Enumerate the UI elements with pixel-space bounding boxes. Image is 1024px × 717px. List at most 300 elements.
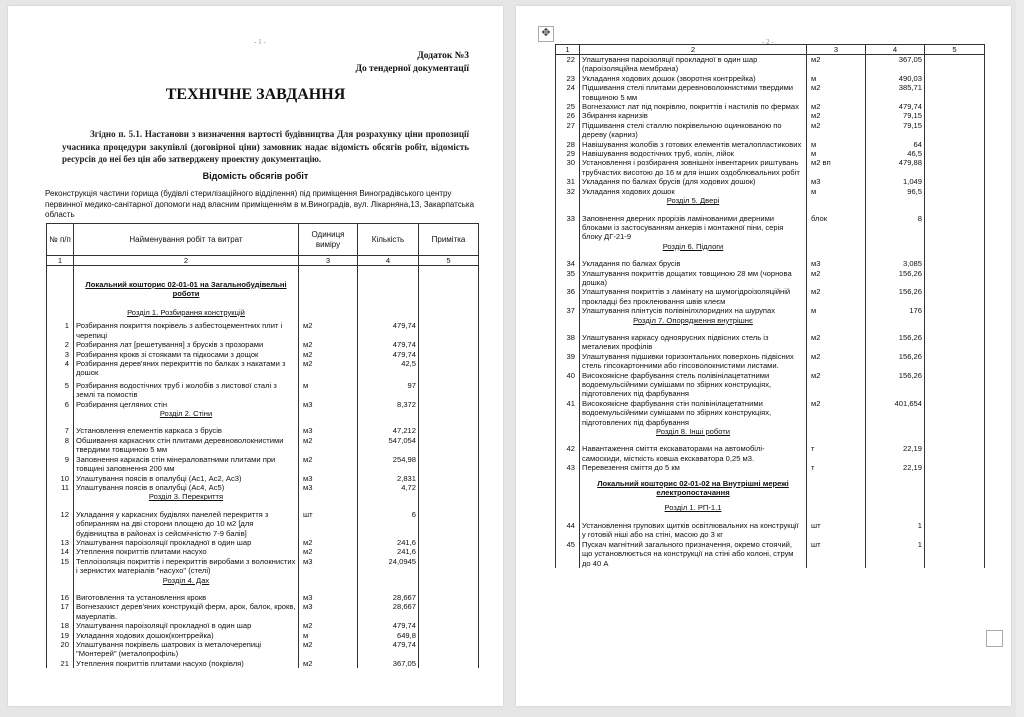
row-number: 41 — [556, 399, 580, 427]
row-unit: м2 — [299, 340, 358, 349]
row-name: Улаштування пароізоляції прокладної в один шар — [74, 538, 299, 547]
table-row — [556, 521, 985, 540]
row-number: 13 — [47, 538, 74, 547]
row-note — [925, 55, 985, 74]
table-row — [47, 640, 479, 659]
row-unit: м3 — [299, 483, 358, 492]
estimate-title: Локальний кошторис 02-01-01 на Загальнобудівельні роботи — [74, 266, 299, 305]
row-unit: м2 — [807, 333, 866, 352]
col-num-2: 2 — [580, 45, 807, 55]
col-num-5: 5 — [925, 45, 985, 55]
table-row — [47, 631, 479, 640]
row-number: 25 — [556, 102, 580, 111]
section-row — [556, 503, 985, 520]
header-name: Найменування робіт та витрат — [74, 224, 299, 256]
row-number: 37 — [556, 306, 580, 315]
row-note — [419, 640, 479, 659]
table-row — [47, 350, 479, 359]
estimate-title-row — [47, 266, 479, 305]
row-name: Розбирання дерев'яних перекриттів по балках з накатами з дошок — [74, 359, 299, 378]
row-quantity: 47,212 — [358, 426, 419, 435]
row-note — [925, 102, 985, 111]
row-number: 28 — [556, 140, 580, 149]
row-name: Навішування жолобів з готових елементів металопластикових — [580, 140, 807, 149]
table-row — [556, 121, 985, 140]
row-name: Перевезення сміття до 5 км — [580, 463, 807, 472]
row-unit: м2 — [807, 102, 866, 111]
row-quantity: 28,667 — [358, 602, 419, 621]
row-unit: м3 — [299, 474, 358, 483]
table-row — [556, 333, 985, 352]
row-number: 1 — [47, 321, 74, 340]
row-note — [925, 74, 985, 83]
table-row — [556, 306, 985, 315]
row-number: 11 — [47, 483, 74, 492]
row-number: 17 — [47, 602, 74, 621]
row-quantity: 1 — [866, 521, 925, 540]
row-note — [925, 463, 985, 472]
table-row — [556, 463, 985, 472]
row-quantity: 156,26 — [866, 333, 925, 352]
row-unit: м2 — [299, 547, 358, 556]
page-number: - 2 - — [762, 38, 774, 46]
row-quantity: 4,72 — [358, 483, 419, 492]
row-unit: м2 — [807, 399, 866, 427]
row-unit: м2 — [299, 321, 358, 340]
row-note — [925, 149, 985, 158]
row-unit: шт — [807, 540, 866, 568]
row-note — [419, 593, 479, 602]
row-name: Укладання ходових дошок (зворотня контррейка) — [580, 74, 807, 83]
row-unit: м2 — [807, 121, 866, 140]
row-number: 2 — [47, 340, 74, 349]
resize-square-icon[interactable] — [986, 630, 1003, 647]
row-quantity: 1,049 — [866, 177, 925, 186]
row-name: Розбирання цегляних стін — [74, 400, 299, 409]
row-unit: м — [807, 187, 866, 196]
row-name: Улаштування поясів в опалубці (Ас4, Ас5) — [74, 483, 299, 492]
row-note — [419, 426, 479, 435]
row-number: 29 — [556, 149, 580, 158]
table-row — [556, 140, 985, 149]
row-name: Розбирання водостічних труб і жолобів з листової сталі з землі та помостів — [74, 378, 299, 400]
row-number: 18 — [47, 621, 74, 630]
row-number: 30 — [556, 158, 580, 177]
row-name: Укладання по балках брусів (для ходових дошок) — [580, 177, 807, 186]
row-number: 24 — [556, 83, 580, 102]
row-note — [925, 214, 985, 242]
table-row — [556, 111, 985, 120]
row-note — [419, 659, 479, 668]
row-quantity: 479,74 — [358, 321, 419, 340]
row-unit: м3 — [299, 593, 358, 602]
row-quantity: 367,05 — [358, 659, 419, 668]
row-number: 36 — [556, 287, 580, 306]
row-quantity: 479,74 — [358, 350, 419, 359]
row-unit: шт — [807, 521, 866, 540]
table-row — [47, 340, 479, 349]
works-table-page-2 — [555, 44, 985, 568]
row-unit: м2 — [299, 359, 358, 378]
row-unit: м2 — [807, 111, 866, 120]
row-number: 8 — [47, 436, 74, 455]
row-name: Утеплення покриттів плитами насухо (покрівля) — [74, 659, 299, 668]
header-note: Примітка — [419, 224, 479, 256]
row-note — [419, 400, 479, 409]
row-quantity: 479,74 — [866, 102, 925, 111]
row-number: 20 — [47, 640, 74, 659]
col-num-1: 1 — [556, 45, 580, 55]
header-unit: Одиниця виміру — [299, 224, 358, 256]
row-quantity: 42,5 — [358, 359, 419, 378]
row-unit: м2 — [807, 287, 866, 306]
row-quantity: 156,26 — [866, 371, 925, 399]
row-note — [419, 474, 479, 483]
row-name: Розбирання покриття покрівель з азбестоцементних плит і черепиці — [74, 321, 299, 340]
row-number: 35 — [556, 269, 580, 288]
table-row — [47, 359, 479, 378]
header-quantity: Кількість — [358, 224, 419, 256]
row-number: 19 — [47, 631, 74, 640]
row-unit: м2 — [299, 455, 358, 474]
row-name: Вогнезахист дерев'яних конструкцій ферм, арок, балок, крокв, мауерлатів. — [74, 602, 299, 621]
table-row — [47, 455, 479, 474]
header-number: № п/п — [47, 224, 74, 256]
row-number: 45 — [556, 540, 580, 568]
row-unit: м3 — [299, 426, 358, 435]
estimate-title: Локальний кошторис 02-01-02 на Внутрішні мережі електропостачання — [580, 473, 807, 504]
row-note — [925, 158, 985, 177]
column-number-row — [556, 45, 985, 55]
section-row — [47, 492, 479, 509]
row-quantity: 254,98 — [358, 455, 419, 474]
row-unit: м3 — [299, 557, 358, 576]
table-row — [47, 378, 479, 400]
row-name: Улаштування каркасу одноярусних підвісних стель із металевих профілів — [580, 333, 807, 352]
row-note — [419, 359, 479, 378]
row-note — [419, 621, 479, 630]
section-title: Розділ 8. Інші роботи — [580, 427, 807, 444]
row-name: Улаштування покриттів дощатих товщиною 28 мм (чорнова дошка) — [580, 269, 807, 288]
row-number: 42 — [556, 444, 580, 463]
section-row — [556, 427, 985, 444]
row-quantity: 479,74 — [358, 340, 419, 349]
row-name: Розбирання лат [решетування] з брусків з прозорами — [74, 340, 299, 349]
row-number: 26 — [556, 111, 580, 120]
row-number: 40 — [556, 371, 580, 399]
section-title: Розділ 6. Підлоги — [580, 242, 807, 259]
table-row — [47, 321, 479, 340]
row-number: 21 — [47, 659, 74, 668]
col-num-3: 3 — [807, 45, 866, 55]
row-name: Улаштування покриттів з ламінату на шумогідроізоляційній прокладці без проклеювання швів клеєм — [580, 287, 807, 306]
row-name: Улаштування підшивки горизонтальних поверхонь підвісних стель гіпсокартонними або гіпсоволокнистими листами. — [580, 352, 807, 371]
row-unit: м2 — [807, 269, 866, 288]
col-num-4: 4 — [358, 256, 419, 266]
row-number: 3 — [47, 350, 74, 359]
row-name: Установлення і розбирання зовнішніх інвентарних риштувань трубчастих висотою до 16 м для інших оздоблювальних робіт — [580, 158, 807, 177]
row-unit: м2 — [299, 659, 358, 668]
section-title: Розділ 2. Стіни — [74, 409, 299, 426]
row-note — [925, 140, 985, 149]
section-row — [47, 305, 479, 321]
row-name: Улаштування пароізоляції прокладної в один шар (пароізоляційна мембрана) — [580, 55, 807, 74]
row-unit: м3 — [299, 602, 358, 621]
row-note — [419, 455, 479, 474]
row-unit: м2 — [299, 621, 358, 630]
table-row — [47, 510, 479, 538]
row-unit: м2 — [807, 371, 866, 399]
row-quantity: 8 — [866, 214, 925, 242]
row-note — [925, 111, 985, 120]
row-note — [419, 547, 479, 556]
table-row — [556, 444, 985, 463]
row-unit: т — [807, 463, 866, 472]
table-row — [47, 400, 479, 409]
works-table-page-1 — [46, 223, 479, 668]
move-arrows-icon[interactable]: ✥ — [538, 26, 554, 42]
addendum-line-2: До тендерної документації — [355, 64, 469, 74]
row-unit: м3 — [807, 177, 866, 186]
row-name: Укладання у каркасних будівлях панелей перекриття з обпиранням на дві сторони площею до 10 м2 [для будівництва в районах із сейсмічністю 7-9 балів] — [74, 510, 299, 538]
row-unit: м — [299, 631, 358, 640]
row-note — [925, 177, 985, 186]
document-page-2 — [516, 6, 1011, 706]
row-number: 39 — [556, 352, 580, 371]
vertical-scrollbar[interactable] — [1016, 0, 1024, 717]
row-name: Установлення елементів каркаса з брусів — [74, 426, 299, 435]
row-note — [419, 436, 479, 455]
row-quantity: 156,26 — [866, 352, 925, 371]
row-number: 27 — [556, 121, 580, 140]
row-number: 44 — [556, 521, 580, 540]
table-row — [556, 158, 985, 177]
col-num-3: 3 — [299, 256, 358, 266]
row-note — [925, 306, 985, 315]
row-unit: шт — [299, 510, 358, 538]
row-quantity: 22,19 — [866, 463, 925, 472]
col-num-4: 4 — [866, 45, 925, 55]
row-number: 31 — [556, 177, 580, 186]
row-note — [419, 602, 479, 621]
page-number: - 1 - — [254, 38, 266, 46]
row-unit: м2 — [807, 83, 866, 102]
row-quantity: 479,74 — [358, 621, 419, 630]
row-quantity: 385,71 — [866, 83, 925, 102]
row-name: Улаштування плінтусів полівінілхлоридних на шурупах — [580, 306, 807, 315]
table-row — [556, 371, 985, 399]
row-note — [925, 187, 985, 196]
row-number: 43 — [556, 463, 580, 472]
table-row — [47, 426, 479, 435]
section-row — [47, 409, 479, 426]
table-row — [556, 102, 985, 111]
row-unit: м3 — [299, 400, 358, 409]
document-title: ТЕХНІЧНЕ ЗАВДАННЯ — [165, 86, 346, 103]
row-name: Теплоізоляція покриттів і перекриттів виробами з волокнистих і зернистих матеріалів "насухо" (стелі) — [74, 557, 299, 576]
row-note — [925, 540, 985, 568]
row-quantity: 490,03 — [866, 74, 925, 83]
row-unit: м — [807, 74, 866, 83]
row-quantity: 64 — [866, 140, 925, 149]
row-unit: блок — [807, 214, 866, 242]
row-quantity: 479,88 — [866, 158, 925, 177]
row-number: 38 — [556, 333, 580, 352]
row-quantity: 8,372 — [358, 400, 419, 409]
row-note — [419, 538, 479, 547]
table-row — [556, 149, 985, 158]
row-note — [419, 350, 479, 359]
row-quantity: 479,74 — [358, 640, 419, 659]
row-name: Виготовлення та установлення крокв — [74, 593, 299, 602]
row-name: Збирання карнизів — [580, 111, 807, 120]
row-unit: т — [807, 444, 866, 463]
row-note — [419, 321, 479, 340]
table-row — [556, 214, 985, 242]
section-title: Розділ 3. Перекриття — [74, 492, 299, 509]
row-number: 23 — [556, 74, 580, 83]
row-number: 33 — [556, 214, 580, 242]
row-quantity: 46,5 — [866, 149, 925, 158]
table-row — [556, 540, 985, 568]
row-quantity: 6 — [358, 510, 419, 538]
row-unit: м2 — [807, 352, 866, 371]
row-number: 7 — [47, 426, 74, 435]
row-unit: м2 вп — [807, 158, 866, 177]
col-num-2: 2 — [74, 256, 299, 266]
row-note — [419, 378, 479, 400]
row-quantity: 3,085 — [866, 259, 925, 268]
row-unit: м2 — [299, 350, 358, 359]
row-note — [419, 557, 479, 576]
row-name: Утеплення покриттів плитами насухо — [74, 547, 299, 556]
row-note — [925, 269, 985, 288]
row-note — [925, 121, 985, 140]
col-num-1: 1 — [47, 256, 74, 266]
row-name: Підшивання стелі плитами деревноволокнистими твердими товщиною 5 мм — [580, 83, 807, 102]
table-row — [556, 269, 985, 288]
row-number: 22 — [556, 55, 580, 74]
table-row — [556, 55, 985, 74]
table-row — [47, 483, 479, 492]
row-name: Вогнезахист лат під покрівлю, покриттів і настилів по фермах — [580, 102, 807, 111]
row-quantity: 401,654 — [866, 399, 925, 427]
section-title: Розділ 7. Опорядження внутрішнє — [580, 316, 807, 333]
row-note — [925, 399, 985, 427]
section-row — [556, 316, 985, 333]
row-name: Обшивання каркасних стін плитами деревноволокнистими твердими товщиною 5 мм — [74, 436, 299, 455]
table-header-row — [47, 224, 479, 256]
row-name: Улаштування пароізоляції прокладної в один шар — [74, 621, 299, 630]
table-row — [47, 602, 479, 621]
row-number: 34 — [556, 259, 580, 268]
row-quantity: 97 — [358, 378, 419, 400]
row-number: 10 — [47, 474, 74, 483]
row-unit: м2 — [299, 640, 358, 659]
row-note — [419, 483, 479, 492]
row-number: 5 — [47, 378, 74, 400]
row-name: Високоякісне фарбування стель полівінілацетатними водоемульсійними сумішами по збірних конструкціях, підготовлених під фарбування — [580, 371, 807, 399]
section-row — [556, 196, 985, 213]
table-row — [47, 538, 479, 547]
row-name: Підшивання стелі сталлю покрівельною оцинкованою по дереву (карниз) — [580, 121, 807, 140]
row-name: Улаштування покрівель шатрових із металочерепиці "Монтерей" (металопрофіль) — [74, 640, 299, 659]
row-quantity: 22,19 — [866, 444, 925, 463]
row-number: 12 — [47, 510, 74, 538]
row-note — [925, 444, 985, 463]
table-row — [47, 659, 479, 668]
row-name: Навантаження сміття екскаваторами на автомобілі-самоскиди, місткість ковша екскаватора 0,25 м3. — [580, 444, 807, 463]
table-row — [556, 259, 985, 268]
row-quantity: 649,8 — [358, 631, 419, 640]
row-quantity: 96,5 — [866, 187, 925, 196]
row-name: Високоякісне фарбування стін полівінілацетатними водоемульсійними сумішами по збірних конструкціях, підготовлених під фарбування — [580, 399, 807, 427]
addendum-heading — [355, 50, 469, 76]
row-unit: м — [807, 140, 866, 149]
document-page-1 — [8, 6, 503, 706]
row-number: 15 — [47, 557, 74, 576]
table-row — [47, 474, 479, 483]
row-note — [925, 371, 985, 399]
section-row — [556, 242, 985, 259]
row-note — [925, 259, 985, 268]
row-unit: м2 — [807, 55, 866, 74]
row-unit: м — [299, 378, 358, 400]
row-unit: м — [807, 149, 866, 158]
row-name: Укладання ходових дошок(контррейка) — [74, 631, 299, 640]
row-quantity: 241,6 — [358, 538, 419, 547]
section-row — [47, 576, 479, 593]
row-note — [925, 83, 985, 102]
row-name: Укладання ходових дошок — [580, 187, 807, 196]
table-row — [556, 399, 985, 427]
row-unit: м2 — [299, 436, 358, 455]
table-row — [47, 547, 479, 556]
estimate-title-row — [556, 473, 985, 504]
table-row — [556, 287, 985, 306]
row-name: Установлення групових щитків освітлювальних на конструкції у готовій ніші або на стіні, масою до 3 кг — [580, 521, 807, 540]
project-description: Реконструкція частини горища (будівлі стерилізаційного відділення) під приміщення Виноградівського центру первинної медико-санітарної допомоги над власним приміщенням в м.Виноградів, вул. Лікарняна,13, Закарпатська область — [45, 189, 475, 219]
row-unit: м3 — [807, 259, 866, 268]
table-row — [556, 83, 985, 102]
row-number: 6 — [47, 400, 74, 409]
row-name: Розбирання крокв зі стояками та підкосами з дощок — [74, 350, 299, 359]
section-title: Розділ 1. Розбирання конструкцій — [74, 305, 299, 321]
row-quantity: 176 — [866, 306, 925, 315]
row-unit: м2 — [299, 538, 358, 547]
row-number: 16 — [47, 593, 74, 602]
row-note — [925, 287, 985, 306]
col-num-5: 5 — [419, 256, 479, 266]
section-title: Розділ 5. Двері — [580, 196, 807, 213]
table-row — [47, 593, 479, 602]
row-name: Заповнення дверних прорізів ламінованими дверними блоками із застосуванням анкерів і монтажної піни, серія блоку ДГ-21-9 — [580, 214, 807, 242]
section-title: Розділ 1. РП-1.1 — [580, 503, 807, 520]
row-note — [925, 333, 985, 352]
row-quantity: 79,15 — [866, 121, 925, 140]
row-quantity: 79,15 — [866, 111, 925, 120]
row-quantity: 24,0945 — [358, 557, 419, 576]
section-title: Розділ 4. Дах — [74, 576, 299, 593]
row-name: Укладання по балках брусів — [580, 259, 807, 268]
row-quantity: 1 — [866, 540, 925, 568]
row-quantity: 28,667 — [358, 593, 419, 602]
row-name: Пускач магнітний загального призначення, окремо стоячий, що установлюється на конструкції на стіні або колоні, струм до 40 А — [580, 540, 807, 568]
row-quantity: 2,831 — [358, 474, 419, 483]
table-row — [47, 621, 479, 630]
row-name: Заповнення каркасів стін мінераловатними плитами при товщині заповнення 200 мм — [74, 455, 299, 474]
table-row — [556, 74, 985, 83]
